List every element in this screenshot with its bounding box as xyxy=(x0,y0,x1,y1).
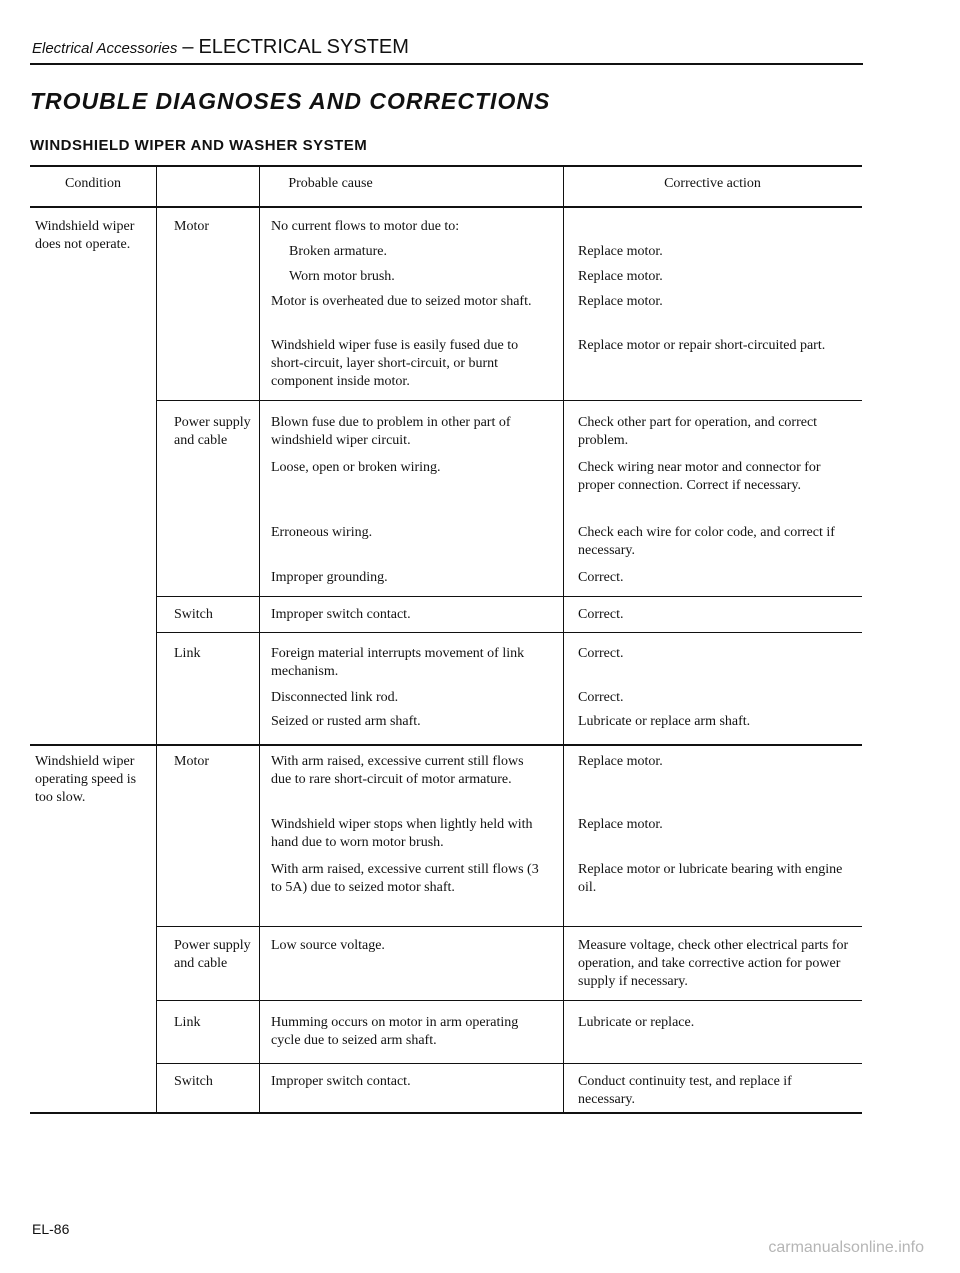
part-cell: Switch xyxy=(174,607,213,622)
cause-cell: Improper switch contact. xyxy=(271,607,411,622)
running-header xyxy=(32,36,409,59)
action-cell: Correct. xyxy=(578,607,624,622)
action-cell: Lubricate or replace arm shaft. xyxy=(578,714,751,729)
part-cell: Switch xyxy=(174,1074,213,1089)
condition-cell: Windshield wiper operating speed is too slow. xyxy=(35,754,137,805)
row-rule xyxy=(156,632,862,633)
table-bottom-rule xyxy=(30,1112,862,1114)
row-rule xyxy=(156,596,862,597)
group-rule xyxy=(30,744,862,746)
row-rule xyxy=(156,400,862,401)
cause-cell: Worn motor brush. xyxy=(289,269,395,284)
action-cell: Replace motor. xyxy=(578,754,663,769)
cause-cell: Improper grounding. xyxy=(271,570,388,585)
action-cell: Replace motor. xyxy=(578,817,663,832)
cause-cell: With arm raised, excessive current still flows (3 to 5A) due to seized motor shaft. xyxy=(271,862,539,895)
cause-cell: Motor is overheated due to seized motor shaft. xyxy=(271,294,532,309)
cause-cell: No current flows to motor due to: xyxy=(271,219,460,234)
part-cell: Motor xyxy=(174,219,209,234)
cause-cell: Low source voltage. xyxy=(271,938,385,953)
header-section-name: Electrical Accessories xyxy=(32,40,178,57)
column-divider xyxy=(156,165,157,1112)
row-rule xyxy=(156,1063,862,1064)
action-cell: Replace motor or repair short-circuited part. xyxy=(578,338,826,353)
column-divider xyxy=(563,165,564,1112)
action-cell: Check each wire for color code, and correct if necessary. xyxy=(578,525,835,558)
part-cell: Motor xyxy=(174,754,209,769)
action-cell: Replace motor. xyxy=(578,294,663,309)
cause-cell: Foreign material interrupts movement of link mechanism. xyxy=(271,646,525,679)
column-header-condition: Condition xyxy=(64,176,121,191)
cause-cell: Humming occurs on motor in arm operating cycle due to seized arm shaft. xyxy=(271,1015,519,1048)
header-row-rule xyxy=(30,206,862,208)
row-rule xyxy=(156,926,862,927)
column-header-action: Corrective action xyxy=(664,176,761,191)
part-cell: Power supply and cable xyxy=(174,415,251,448)
part-cell: Power supply and cable xyxy=(174,938,251,971)
cause-cell: Blown fuse due to problem in other part of windshield wiper circuit. xyxy=(271,415,511,448)
page-number: EL-86 xyxy=(32,1221,70,1237)
cause-cell: Erroneous wiring. xyxy=(271,525,373,540)
action-cell: Replace motor or lubricate bearing with engine oil. xyxy=(578,862,843,895)
table-top-rule xyxy=(30,165,862,167)
cause-cell: Windshield wiper fuse is easily fused due to short-circuit, layer short-circuit, or burnt component inside motor. xyxy=(271,338,519,389)
row-rule xyxy=(156,1000,862,1001)
part-cell: Link xyxy=(174,646,201,661)
header-dash: – xyxy=(182,36,194,58)
action-cell: Measure voltage, check other electrical parts for operation, and take corrective action for power supply if necessary. xyxy=(578,938,849,989)
action-cell: Correct. xyxy=(578,570,624,585)
cause-cell: Disconnected link rod. xyxy=(271,690,399,705)
column-divider xyxy=(259,165,260,1112)
header-chapter-name: ELECTRICAL SYSTEM xyxy=(198,36,409,58)
section-subtitle: WINDSHIELD WIPER AND WASHER SYSTEM xyxy=(30,137,368,154)
column-header-cause: Probable cause xyxy=(288,176,373,191)
part-cell: Link xyxy=(174,1015,201,1030)
cause-cell: Improper switch contact. xyxy=(271,1074,411,1089)
condition-cell: Windshield wiper does not operate. xyxy=(35,219,135,252)
action-cell: Lubricate or replace. xyxy=(578,1015,695,1030)
watermark: carmanualsonline.info xyxy=(768,1239,924,1256)
header-rule xyxy=(30,63,863,65)
action-cell: Replace motor. xyxy=(578,269,663,284)
action-cell: Correct. xyxy=(578,646,624,661)
action-cell: Check wiring near motor and connector for proper connection. Correct if necessary. xyxy=(578,460,821,493)
cause-cell: Broken armature. xyxy=(289,244,387,259)
cause-cell: Seized or rusted arm shaft. xyxy=(271,714,421,729)
action-cell: Correct. xyxy=(578,690,624,705)
cause-cell: Loose, open or broken wiring. xyxy=(271,460,441,475)
cause-cell: Windshield wiper stops when lightly held with hand due to worn motor brush. xyxy=(271,817,533,850)
action-cell: Replace motor. xyxy=(578,244,663,259)
action-cell: Conduct continuity test, and replace if necessary. xyxy=(578,1074,792,1107)
page-title: TROUBLE DIAGNOSES AND CORRECTIONS xyxy=(30,88,551,114)
action-cell: Check other part for operation, and correct problem. xyxy=(578,415,818,448)
cause-cell: With arm raised, excessive current still flows due to rare short-circuit of motor armature. xyxy=(271,754,524,787)
